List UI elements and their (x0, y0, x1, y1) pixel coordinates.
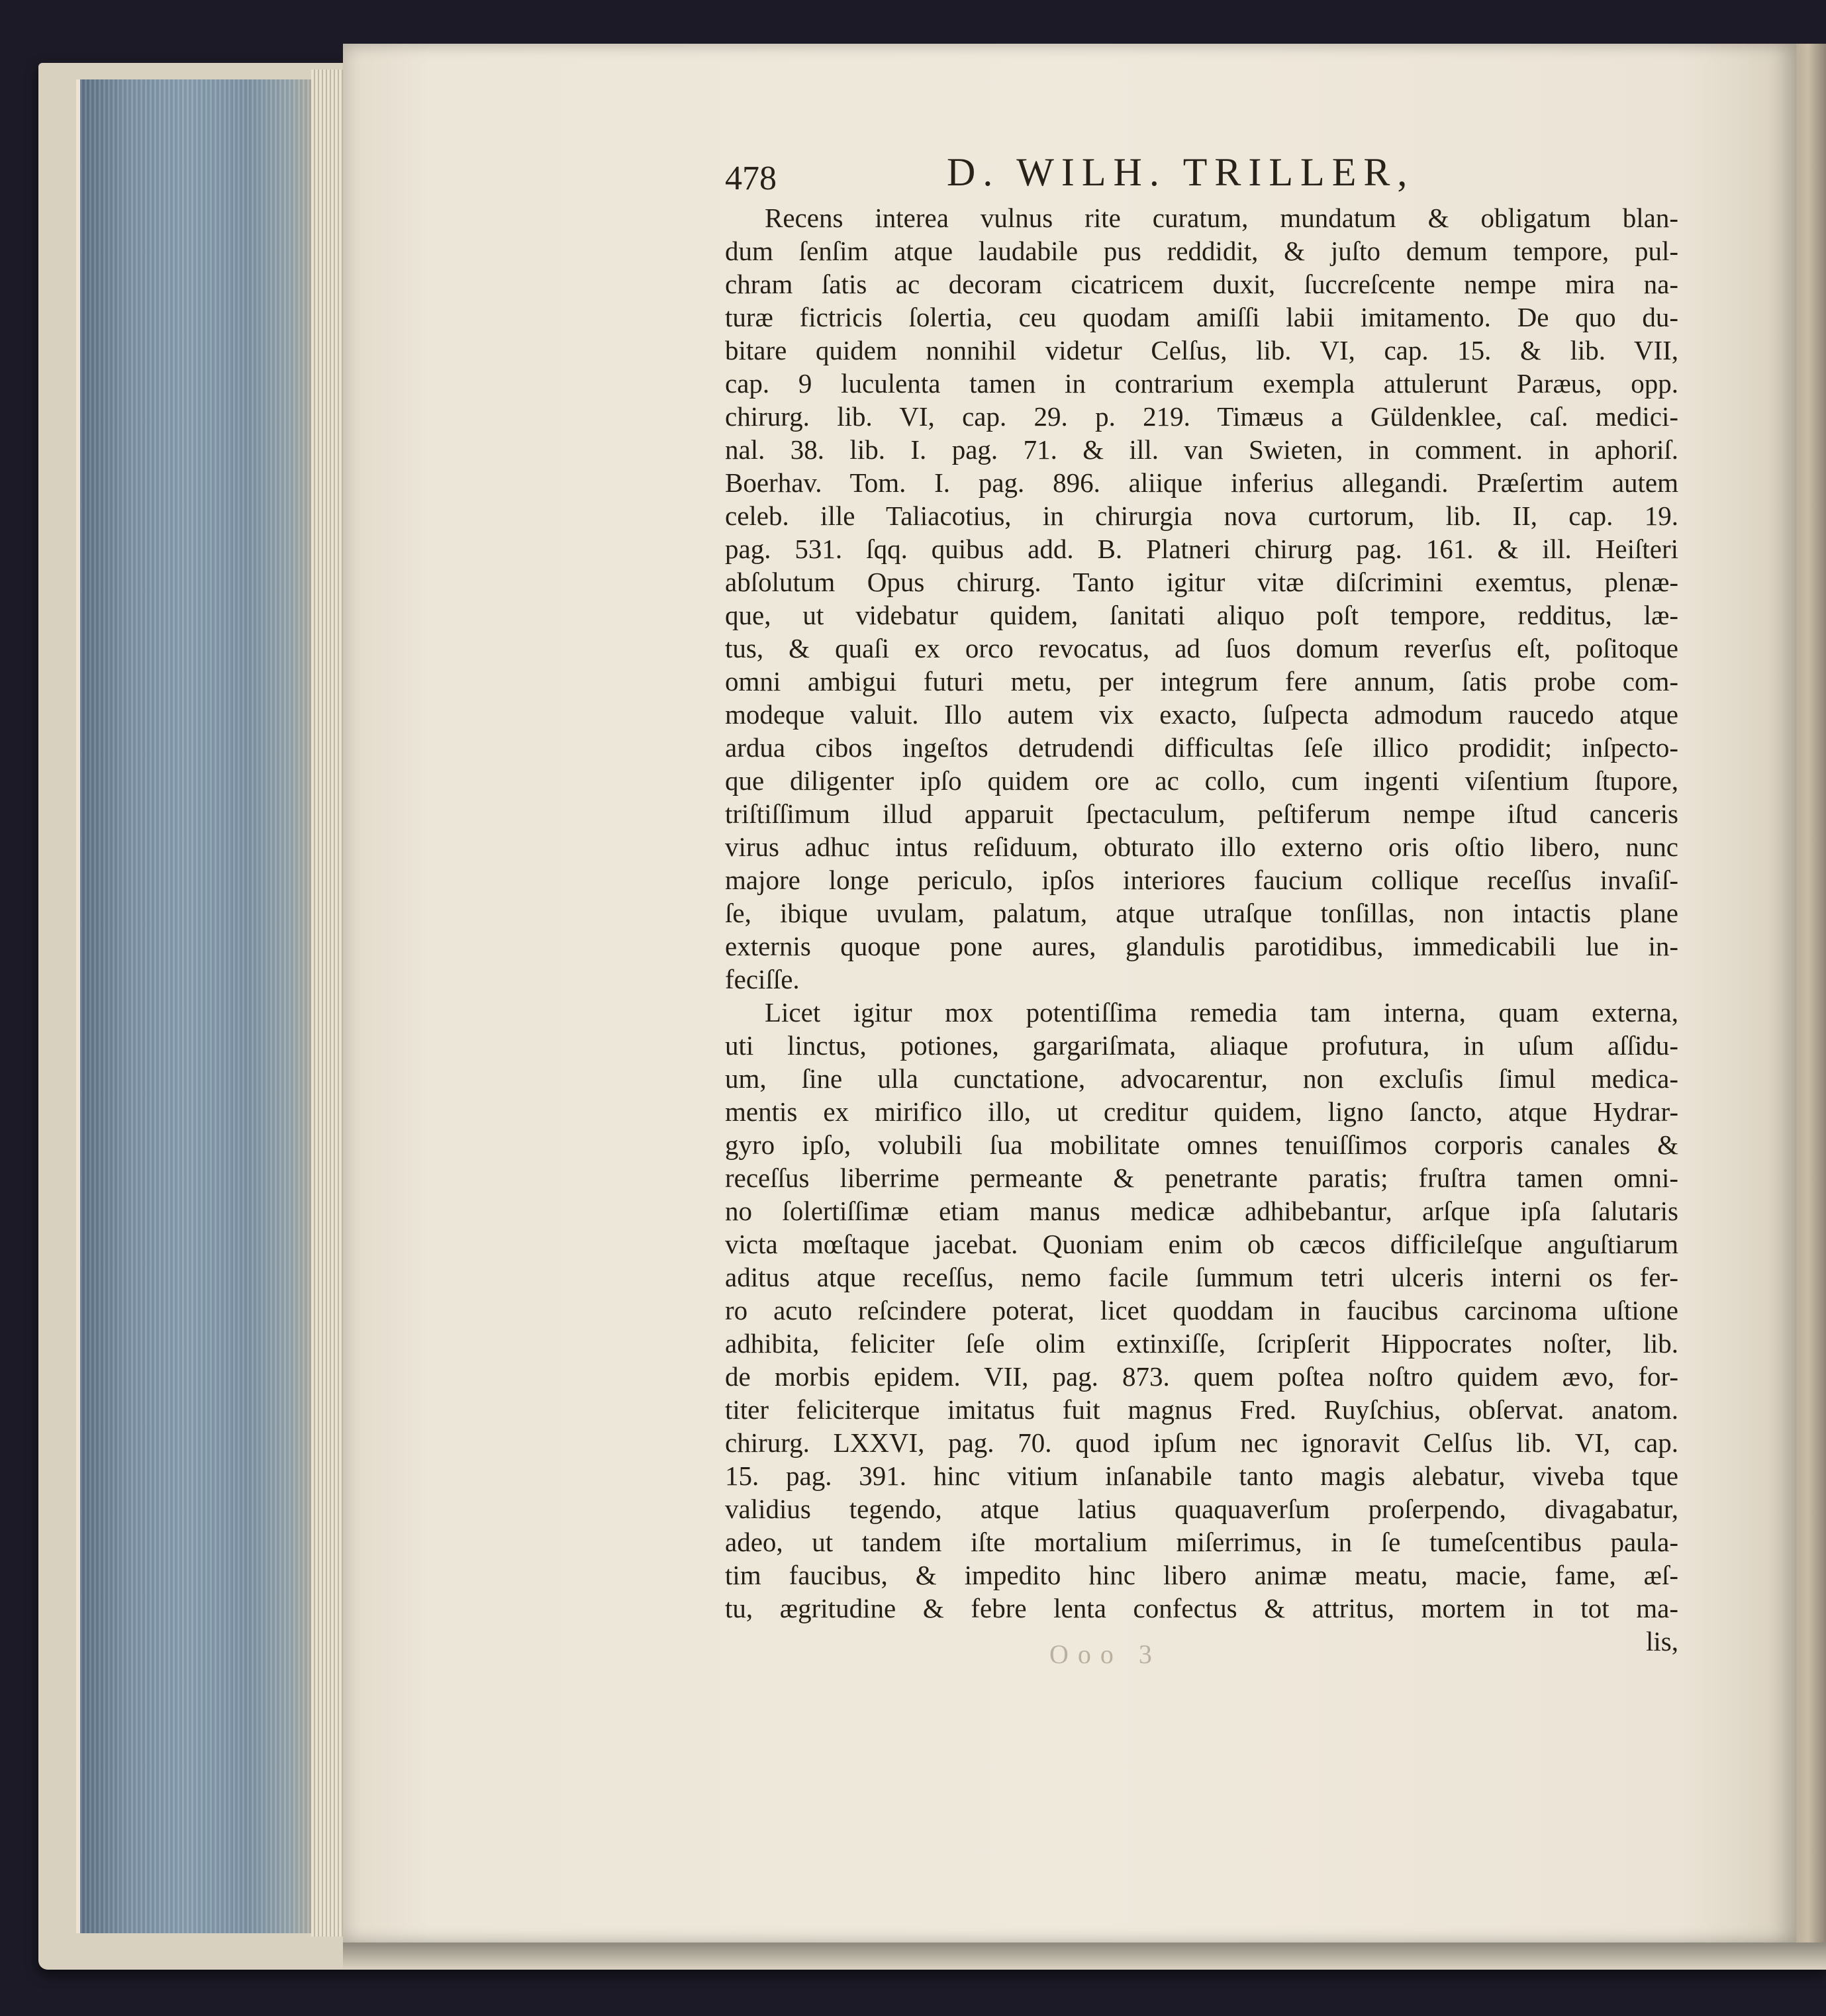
text-line: gyro ipſo, volubili ſua mobilitate omnes tenuiſſimos corporis canales & (725, 1129, 1678, 1160)
page-fore-edge (1796, 44, 1826, 1943)
text-line: abſolutum Opus chirurg. Tanto igitur vitæ diſcrimini exemtus, plenæ- (725, 567, 1678, 597)
text-line: modeque valuit. Illo autem vix exacto, ſuſpecta admodum raucedo atque (725, 699, 1678, 730)
text-line: um, ſine ulla cunctatione, advocarentur, non excluſis ſimul medica- (725, 1063, 1678, 1094)
text-line: no ſolertiſſimæ etiam manus medicæ adhibebantur, arſque ipſa ſalutaris (725, 1196, 1678, 1226)
text-line: mentis ex mirifico illo, ut creditur quidem, ligno ſancto, atque Hydrar- (725, 1096, 1678, 1127)
text-line: externis quoque pone aures, glandulis parotidibus, immedicabili lue in- (725, 931, 1678, 961)
text-line: virus adhuc intus reſiduum, obturato illo externo oris oſtio libero, nunc (725, 832, 1678, 862)
text-line: triſtiſſimum illud apparuit ſpectaculum, peſtiferum nempe iſtud canceris (725, 798, 1678, 829)
page-block-edge (76, 79, 318, 1933)
text-line: adeo, ut tandem iſte mortalium miſerrimus, in ſe tumeſcentibus paula- (725, 1527, 1678, 1557)
text-line: turæ fictricis ſolertia, ceu quodam amiſſi labii imitamento. De quo du- (725, 302, 1678, 332)
text-line: aditus atque receſſus, nemo facile ſummum tetri ulceris interni os fer- (725, 1262, 1678, 1292)
text-line: majore longe periculo, ipſos interiores faucium collique receſſus invaſiſ- (725, 865, 1678, 895)
body-text (725, 201, 1678, 1658)
page-shadow (343, 1943, 1826, 1969)
text-line: chirurg. LXXVI, pag. 70. quod ipſum nec ignoravit Celſus lib. VI, cap. (725, 1427, 1678, 1458)
text-line: 15. pag. 391. hinc vitium inſanabile tanto magis alebatur, viveba tque (725, 1461, 1678, 1491)
text-line: nal. 38. lib. I. pag. 71. & ill. van Swieten, in comment. in aphoriſ. (725, 434, 1678, 465)
text-line: receſſus liberrime permeante & penetrante paratis; fruſtra tamen omni- (725, 1163, 1678, 1193)
text-line: chirurg. lib. VI, cap. 29. p. 219. Timæus a Güldenklee, caſ. medici- (725, 401, 1678, 432)
text-line: titer feliciterque imitatus fuit magnus Fred. Ruyſchius, obſervat. anatom. (725, 1394, 1678, 1425)
text-line: bitare quidem nonnihil videtur Celſus, lib. VI, cap. 15. & lib. VII, (725, 335, 1678, 365)
text-line: tus, & quaſi ex orco revocatus, ad ſuos domum reverſus eſt, poſitoque (725, 633, 1678, 663)
text-line: chram ſatis ac decoram cicatricem duxit, ſuccreſcente nempe mira na- (725, 269, 1678, 299)
text-line: Licet igitur mox potentiſſima remedia tam interna, quam externa, (765, 997, 1678, 1028)
text-line: de morbis epidem. VII, pag. 873. quem poſtea noſtro quidem ævo, for- (725, 1361, 1678, 1392)
text-line: omni ambigui futuri metu, per integrum fere annum, ſatis probe com- (725, 666, 1678, 696)
text-line: que, ut videbatur quidem, ſanitati aliquo poſt tempore, redditus, læ- (725, 600, 1678, 630)
signature-mark: Ooo 3 (1049, 1639, 1161, 1669)
text-line: Boerhav. Tom. I. pag. 896. aliique inferius allegandi. Præſertim autem (725, 467, 1678, 498)
text-line: Recens interea vulnus rite curatum, mundatum & obligatum blan- (765, 203, 1678, 233)
text-line: que diligenter ipſo quidem ore ac collo, cum ingenti viſentium ſtupore, (725, 765, 1678, 796)
text-line: victa mœſtaque jacebat. Quoniam enim ob cæcos difficileſque anguſtiarum (725, 1229, 1678, 1259)
text-line: celeb. ille Taliacotius, in chirurgia nova curtorum, lib. II, cap. 19. (725, 501, 1678, 531)
text-line: pag. 531. ſqq. quibus add. B. Platneri chirurg pag. 161. & ill. Heiſteri (725, 534, 1678, 564)
running-head: D. WILH. TRILLER, (947, 150, 1415, 194)
text-line: tim faucibus, & impedito hinc libero animæ meatu, macie, fame, æſ- (725, 1560, 1678, 1590)
page-number: 478 (725, 160, 777, 197)
text-line: cap. 9 luculenta tamen in contrarium exempla attulerunt Paræus, opp. (725, 368, 1678, 399)
catchword: lis, (1646, 1626, 1678, 1656)
text-line: ro acuto reſcindere poterat, licet quoddam in faucibus carcinoma uſtione (725, 1295, 1678, 1325)
text-line: ardua cibos ingeſtos detrudendi difficultas ſeſe illico prodidit; inſpecto- (725, 732, 1678, 763)
text-line: tu, ægritudine & febre lenta confectus & attritus, mortem in tot ma- (725, 1593, 1678, 1623)
text-line: validius tegendo, atque latius quaquaverſum proſerpendo, divagabatur, (725, 1494, 1678, 1524)
text-line: dum ſenſim atque laudabile pus reddidit, & juſto demum tempore, pul- (725, 236, 1678, 266)
text-line: uti linctus, potiones, gargariſmata, aliaque profutura, in uſum aſſidu- (725, 1030, 1678, 1061)
text-line: feciſſe. (725, 964, 800, 994)
text-line: ſe, ibique uvulam, palatum, atque utraſque tonſillas, non intactis plane (725, 898, 1678, 928)
text-line: adhibita, feliciter ſeſe olim extinxiſſe, ſcripſerit Hippocrates noſter, lib. (725, 1328, 1678, 1359)
